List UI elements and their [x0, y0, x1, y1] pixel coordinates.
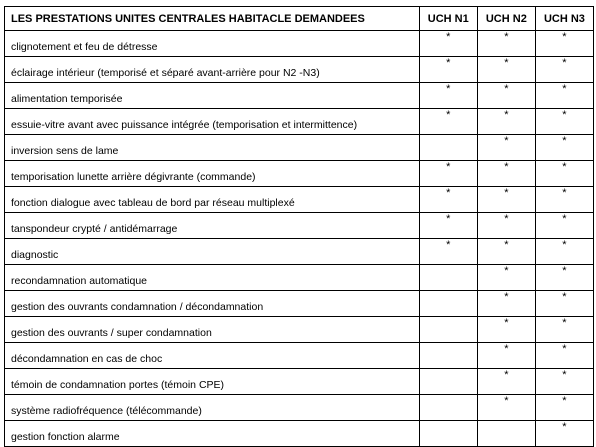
table-row [5, 369, 594, 395]
table-row [5, 109, 594, 135]
asterisk-mark: * [446, 83, 451, 95]
uch-n3-cell [535, 109, 593, 135]
table-body [5, 31, 594, 447]
header-uch-n2: UCH N2 [477, 7, 535, 31]
asterisk-mark: * [504, 317, 509, 329]
uch-n2-cell [477, 109, 535, 135]
uch-n2-cell [477, 213, 535, 239]
prestation-label: recondamnation automatique [5, 265, 420, 291]
uch-n1-cell [419, 83, 477, 109]
asterisk-mark: * [562, 83, 567, 95]
table-row [5, 265, 594, 291]
prestation-label: inversion sens de lame [5, 135, 420, 161]
uch-n3-cell [535, 239, 593, 265]
prestation-label: système radiofréquence (télécommande) [5, 395, 420, 421]
asterisk-mark: * [504, 135, 509, 147]
uch-n3-cell [535, 57, 593, 83]
asterisk-mark: * [562, 57, 567, 69]
uch-n2-cell [477, 239, 535, 265]
uch-n1-cell [419, 343, 477, 369]
prestation-label: gestion des ouvrants / super condamnation [5, 317, 420, 343]
asterisk-mark: * [504, 265, 509, 277]
uch-n3-cell [535, 421, 593, 447]
uch-n3-cell [535, 395, 593, 421]
uch-n2-cell [477, 57, 535, 83]
uch-n2-cell [477, 161, 535, 187]
table-row [5, 421, 594, 447]
uch-n2-cell [477, 187, 535, 213]
prestation-label: tanspondeur crypté / antidémarrage [5, 213, 420, 239]
prestation-label: essuie-vitre avant avec puissance intégrée (temporisation et intermittence) [5, 109, 420, 135]
uch-n2-cell [477, 421, 535, 447]
prestation-label: clignotement et feu de détresse [5, 31, 420, 57]
uch-n3-cell [535, 265, 593, 291]
asterisk-mark: * [504, 83, 509, 95]
uch-n2-cell [477, 343, 535, 369]
table-row [5, 187, 594, 213]
uch-n1-cell [419, 395, 477, 421]
table-row [5, 239, 594, 265]
uch-n2-cell [477, 135, 535, 161]
uch-n1-cell [419, 161, 477, 187]
asterisk-mark: * [562, 213, 567, 225]
uch-n1-cell [419, 213, 477, 239]
asterisk-mark: * [562, 343, 567, 355]
asterisk-mark: * [504, 343, 509, 355]
table-row [5, 291, 594, 317]
table-row [5, 343, 594, 369]
uch-n1-cell [419, 421, 477, 447]
asterisk-mark: * [562, 369, 567, 381]
prestation-label: temporisation lunette arrière dégivrante (commande) [5, 161, 420, 187]
prestation-label: alimentation temporisée [5, 83, 420, 109]
uch-n3-cell [535, 135, 593, 161]
uch-n2-cell [477, 265, 535, 291]
uch-n2-cell [477, 83, 535, 109]
table-row [5, 161, 594, 187]
prestations-table-container [4, 6, 594, 447]
asterisk-mark: * [504, 239, 509, 251]
uch-n3-cell [535, 83, 593, 109]
uch-n1-cell [419, 57, 477, 83]
uch-n1-cell [419, 135, 477, 161]
asterisk-mark: * [504, 109, 509, 121]
table-row [5, 317, 594, 343]
uch-n3-cell [535, 213, 593, 239]
uch-n1-cell [419, 265, 477, 291]
asterisk-mark: * [446, 213, 451, 225]
prestation-label: gestion des ouvrants condamnation / décondamnation [5, 291, 420, 317]
asterisk-mark: * [562, 395, 567, 407]
asterisk-mark: * [504, 369, 509, 381]
uch-n3-cell [535, 291, 593, 317]
asterisk-mark: * [504, 161, 509, 173]
prestations-table [4, 6, 594, 447]
uch-n3-cell [535, 369, 593, 395]
asterisk-mark: * [562, 135, 567, 147]
asterisk-mark: * [562, 31, 567, 43]
asterisk-mark: * [562, 109, 567, 121]
uch-n1-cell [419, 239, 477, 265]
uch-n3-cell [535, 187, 593, 213]
uch-n1-cell [419, 31, 477, 57]
asterisk-mark: * [446, 31, 451, 43]
header-uch-n1: UCH N1 [419, 7, 477, 31]
header-uch-n3: UCH N3 [535, 7, 593, 31]
asterisk-mark: * [562, 317, 567, 329]
uch-n1-cell [419, 109, 477, 135]
table-row [5, 31, 594, 57]
uch-n2-cell [477, 291, 535, 317]
prestation-label: diagnostic [5, 239, 420, 265]
asterisk-mark: * [562, 187, 567, 199]
uch-n2-cell [477, 31, 535, 57]
asterisk-mark: * [446, 161, 451, 173]
uch-n2-cell [477, 369, 535, 395]
asterisk-mark: * [562, 239, 567, 251]
uch-n3-cell [535, 161, 593, 187]
uch-n3-cell [535, 317, 593, 343]
table-row [5, 83, 594, 109]
asterisk-mark: * [562, 161, 567, 173]
table-row [5, 57, 594, 83]
prestation-label: témoin de condamnation portes (témoin CPE) [5, 369, 420, 395]
uch-n1-cell [419, 187, 477, 213]
prestation-label: gestion fonction alarme [5, 421, 420, 447]
asterisk-mark: * [562, 291, 567, 303]
table-row [5, 395, 594, 421]
asterisk-mark: * [504, 213, 509, 225]
asterisk-mark: * [504, 187, 509, 199]
asterisk-mark: * [562, 265, 567, 277]
uch-n2-cell [477, 317, 535, 343]
table-row [5, 213, 594, 239]
asterisk-mark: * [446, 187, 451, 199]
asterisk-mark: * [562, 421, 567, 433]
uch-n1-cell [419, 291, 477, 317]
asterisk-mark: * [446, 109, 451, 121]
prestation-label: fonction dialogue avec tableau de bord par réseau multiplexé [5, 187, 420, 213]
uch-n2-cell [477, 395, 535, 421]
asterisk-mark: * [446, 57, 451, 69]
asterisk-mark: * [504, 395, 509, 407]
table-row [5, 135, 594, 161]
uch-n3-cell [535, 31, 593, 57]
prestation-label: décondamnation en cas de choc [5, 343, 420, 369]
uch-n1-cell [419, 369, 477, 395]
prestation-label: éclairage intérieur (temporisé et séparé avant-arrière pour N2 -N3) [5, 57, 420, 83]
uch-n1-cell [419, 317, 477, 343]
table-header-row [5, 7, 594, 31]
uch-n3-cell [535, 343, 593, 369]
asterisk-mark: * [446, 239, 451, 251]
asterisk-mark: * [504, 291, 509, 303]
header-prestations: LES PRESTATIONS UNITES CENTRALES HABITACLE DEMANDEES [5, 7, 420, 31]
asterisk-mark: * [504, 31, 509, 43]
asterisk-mark: * [504, 57, 509, 69]
